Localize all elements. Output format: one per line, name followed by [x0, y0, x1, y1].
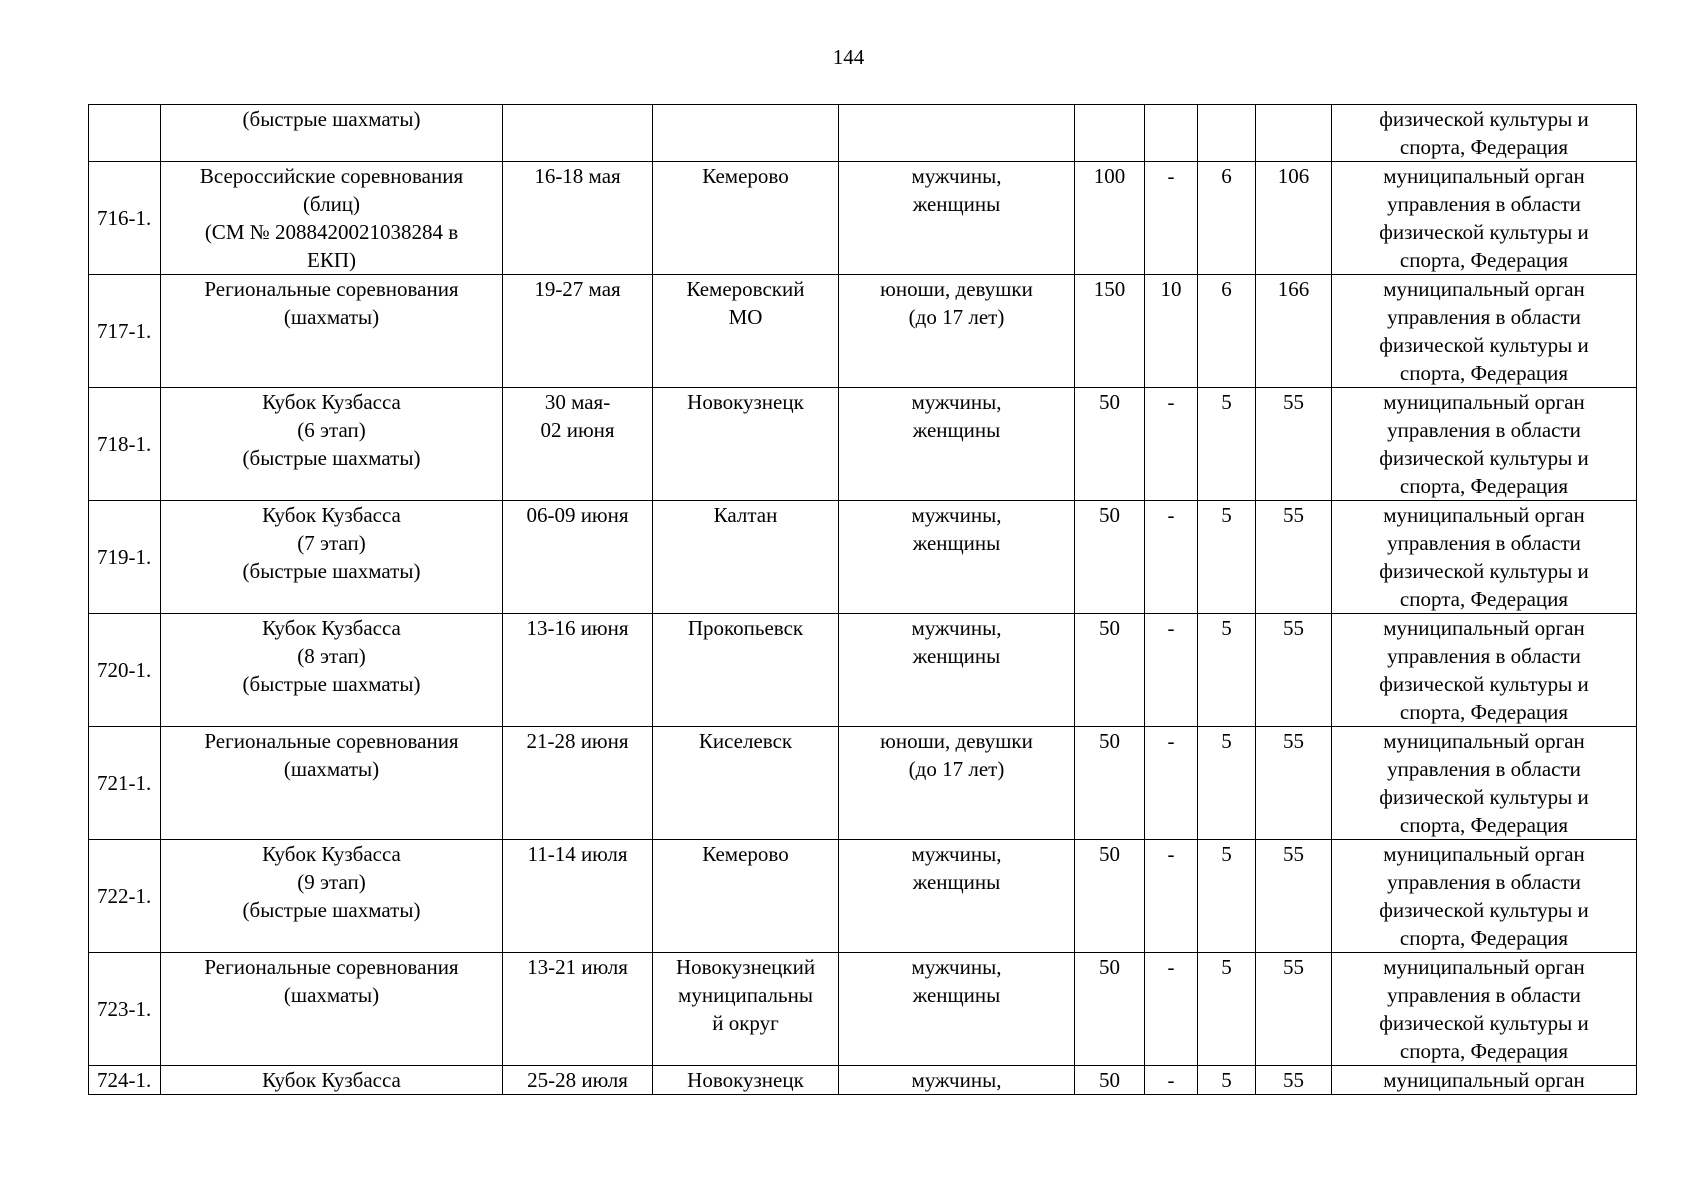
- event-name-cell: Кубок Кузбасса (9 этап) (быстрые шахматы): [161, 840, 503, 953]
- participants-cell: мужчины, женщины: [839, 953, 1075, 1066]
- organizer-cell: муниципальный орган управления в области физической культуры и спорта, Федерация: [1332, 840, 1637, 953]
- table-row: [89, 840, 1637, 953]
- participants-cell: мужчины, женщины: [839, 162, 1075, 275]
- row-number-cell: 722-1.: [89, 840, 161, 953]
- event-dates-cell: [503, 105, 653, 162]
- count-officials-cell: 5: [1198, 840, 1256, 953]
- count-total-cell: 55: [1256, 727, 1332, 840]
- event-place-cell: Киселевск: [653, 727, 839, 840]
- events-table: [88, 104, 1637, 1095]
- table-row: [89, 501, 1637, 614]
- row-number-cell: [89, 105, 161, 162]
- participants-cell: мужчины, женщины: [839, 388, 1075, 501]
- event-place-cell: Новокузнецк: [653, 388, 839, 501]
- count-officials-cell: 6: [1198, 162, 1256, 275]
- participants-cell: мужчины, женщины: [839, 501, 1075, 614]
- count-total-cell: 106: [1256, 162, 1332, 275]
- count-participants-cell: 50: [1075, 727, 1145, 840]
- count-officials-cell: 5: [1198, 1066, 1256, 1095]
- event-place-cell: Кемерово: [653, 840, 839, 953]
- participants-cell: мужчины, женщины: [839, 840, 1075, 953]
- event-place-cell: Новокузнецк: [653, 1066, 839, 1095]
- count-secondary-cell: -: [1145, 727, 1198, 840]
- count-participants-cell: 150: [1075, 275, 1145, 388]
- count-officials-cell: 5: [1198, 388, 1256, 501]
- event-dates-cell: 30 мая- 02 июня: [503, 388, 653, 501]
- event-name-cell: (быстрые шахматы): [161, 105, 503, 162]
- event-place-cell: Калтан: [653, 501, 839, 614]
- participants-cell: юноши, девушки (до 17 лет): [839, 727, 1075, 840]
- count-participants-cell: 50: [1075, 388, 1145, 501]
- row-number-cell: 724-1.: [89, 1066, 161, 1095]
- event-dates-cell: 11-14 июля: [503, 840, 653, 953]
- participants-cell: мужчины, женщины: [839, 614, 1075, 727]
- event-name-cell: Региональные соревнования (шахматы): [161, 275, 503, 388]
- count-officials-cell: 6: [1198, 275, 1256, 388]
- event-dates-cell: 21-28 июня: [503, 727, 653, 840]
- row-number-cell: 721-1.: [89, 727, 161, 840]
- event-dates-cell: 06-09 июня: [503, 501, 653, 614]
- count-total-cell: 55: [1256, 1066, 1332, 1095]
- event-name-cell: Кубок Кузбасса (6 этап) (быстрые шахматы): [161, 388, 503, 501]
- row-number-cell: 719-1.: [89, 501, 161, 614]
- table-row: [89, 105, 1637, 162]
- organizer-cell: муниципальный орган управления в области физической культуры и спорта, Федерация: [1332, 727, 1637, 840]
- count-secondary-cell: -: [1145, 162, 1198, 275]
- count-total-cell: 55: [1256, 501, 1332, 614]
- event-name-cell: Кубок Кузбасса (7 этап) (быстрые шахматы): [161, 501, 503, 614]
- count-secondary-cell: -: [1145, 388, 1198, 501]
- count-officials-cell: 5: [1198, 727, 1256, 840]
- event-place-cell: [653, 105, 839, 162]
- count-officials-cell: 5: [1198, 953, 1256, 1066]
- participants-cell: [839, 105, 1075, 162]
- participants-cell: юноши, девушки (до 17 лет): [839, 275, 1075, 388]
- organizer-cell: муниципальный орган: [1332, 1066, 1637, 1095]
- table-row: [89, 275, 1637, 388]
- event-name-cell: Региональные соревнования (шахматы): [161, 953, 503, 1066]
- event-place-cell: Прокопьевск: [653, 614, 839, 727]
- count-secondary-cell: -: [1145, 1066, 1198, 1095]
- count-total-cell: 166: [1256, 275, 1332, 388]
- count-secondary-cell: -: [1145, 501, 1198, 614]
- table-body: [89, 105, 1637, 1095]
- event-dates-cell: 25-28 июля: [503, 1066, 653, 1095]
- count-participants-cell: [1075, 105, 1145, 162]
- row-number-cell: 718-1.: [89, 388, 161, 501]
- event-dates-cell: 19-27 мая: [503, 275, 653, 388]
- count-total-cell: 55: [1256, 953, 1332, 1066]
- count-participants-cell: 50: [1075, 840, 1145, 953]
- event-dates-cell: 16-18 мая: [503, 162, 653, 275]
- table-row: [89, 388, 1637, 501]
- count-secondary-cell: -: [1145, 614, 1198, 727]
- count-participants-cell: 50: [1075, 614, 1145, 727]
- organizer-cell: муниципальный орган управления в области физической культуры и спорта, Федерация: [1332, 953, 1637, 1066]
- count-total-cell: [1256, 105, 1332, 162]
- row-number-cell: 717-1.: [89, 275, 161, 388]
- count-total-cell: 55: [1256, 388, 1332, 501]
- event-place-cell: Кемеровский МО: [653, 275, 839, 388]
- table-row: [89, 614, 1637, 727]
- count-participants-cell: 50: [1075, 501, 1145, 614]
- count-secondary-cell: -: [1145, 953, 1198, 1066]
- count-officials-cell: [1198, 105, 1256, 162]
- event-name-cell: Региональные соревнования (шахматы): [161, 727, 503, 840]
- organizer-cell: муниципальный орган управления в области физической культуры и спорта, Федерация: [1332, 162, 1637, 275]
- count-participants-cell: 50: [1075, 1066, 1145, 1095]
- count-secondary-cell: -: [1145, 840, 1198, 953]
- organizer-cell: физической культуры и спорта, Федерация: [1332, 105, 1637, 162]
- count-secondary-cell: [1145, 105, 1198, 162]
- organizer-cell: муниципальный орган управления в области физической культуры и спорта, Федерация: [1332, 614, 1637, 727]
- table-row: [89, 162, 1637, 275]
- table-row: [89, 727, 1637, 840]
- organizer-cell: муниципальный орган управления в области физической культуры и спорта, Федерация: [1332, 501, 1637, 614]
- participants-cell: мужчины,: [839, 1066, 1075, 1095]
- event-name-cell: Всероссийские соревнования (блиц) (СМ № 2088420021038284 в ЕКП): [161, 162, 503, 275]
- event-dates-cell: 13-16 июня: [503, 614, 653, 727]
- count-participants-cell: 100: [1075, 162, 1145, 275]
- organizer-cell: муниципальный орган управления в области физической культуры и спорта, Федерация: [1332, 388, 1637, 501]
- row-number-cell: 720-1.: [89, 614, 161, 727]
- count-officials-cell: 5: [1198, 501, 1256, 614]
- count-secondary-cell: 10: [1145, 275, 1198, 388]
- count-participants-cell: 50: [1075, 953, 1145, 1066]
- count-total-cell: 55: [1256, 840, 1332, 953]
- row-number-cell: 723-1.: [89, 953, 161, 1066]
- event-place-cell: Новокузнецкий муниципальны й округ: [653, 953, 839, 1066]
- event-name-cell: Кубок Кузбасса: [161, 1066, 503, 1095]
- event-dates-cell: 13-21 июля: [503, 953, 653, 1066]
- page-number: 144: [832, 45, 865, 69]
- count-officials-cell: 5: [1198, 614, 1256, 727]
- row-number-cell: 716-1.: [89, 162, 161, 275]
- organizer-cell: муниципальный орган управления в области физической культуры и спорта, Федерация: [1332, 275, 1637, 388]
- table-row: [89, 1066, 1637, 1095]
- event-place-cell: Кемерово: [653, 162, 839, 275]
- count-total-cell: 55: [1256, 614, 1332, 727]
- table-row: [89, 953, 1637, 1066]
- event-name-cell: Кубок Кузбасса (8 этап) (быстрые шахматы): [161, 614, 503, 727]
